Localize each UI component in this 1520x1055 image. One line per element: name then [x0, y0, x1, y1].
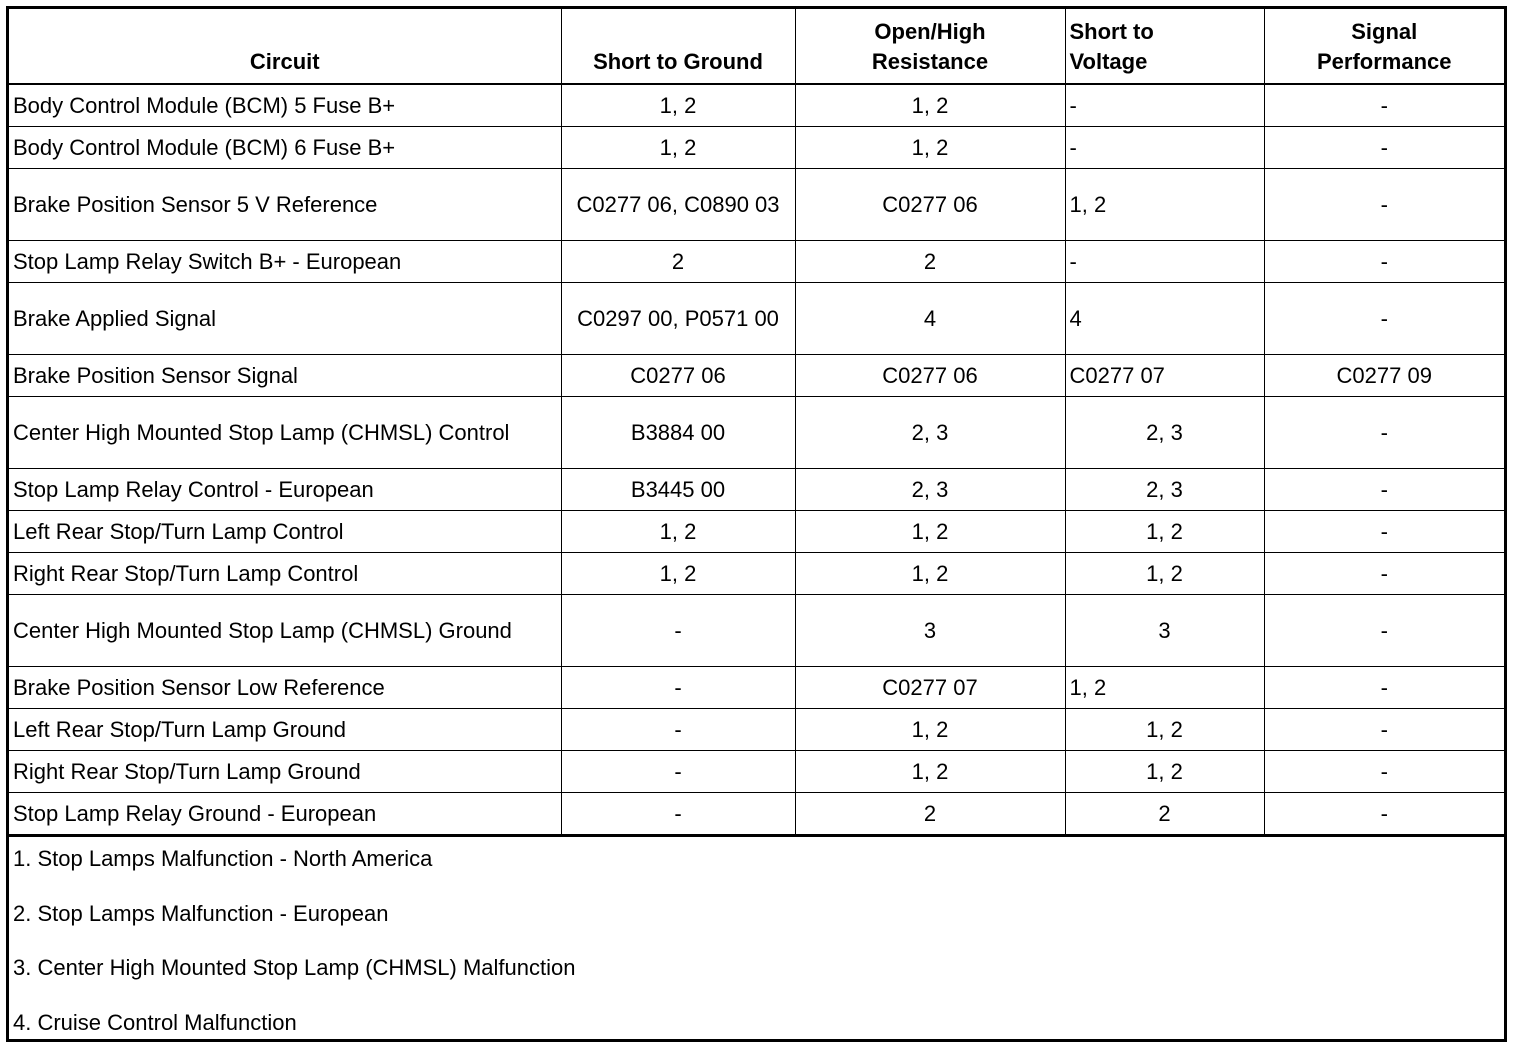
cell-short-to-ground: - — [561, 709, 795, 751]
footnote: 3. Center High Mounted Stop Lamp (CHMSL) Malfunction — [13, 946, 1500, 1001]
cell-short-to-voltage: 2 — [1065, 793, 1264, 835]
table-row — [9, 127, 1504, 169]
cell-signal-performance: - — [1264, 169, 1504, 241]
cell-short-to-voltage: 2, 3 — [1065, 469, 1264, 511]
cell-signal-performance: - — [1264, 553, 1504, 595]
cell-short-to-ground: 1, 2 — [561, 84, 795, 127]
cell-signal-performance: - — [1264, 793, 1504, 835]
cell-short-to-voltage: 1, 2 — [1065, 169, 1264, 241]
cell-short-to-voltage: C0277 07 — [1065, 355, 1264, 397]
cell-signal-performance: - — [1264, 84, 1504, 127]
cell-short-to-voltage: - — [1065, 84, 1264, 127]
circuit-diagnostic-table-document — [6, 6, 1507, 1042]
cell-circuit: Right Rear Stop/Turn Lamp Ground — [9, 751, 561, 793]
cell-short-to-voltage: 1, 2 — [1065, 709, 1264, 751]
table-row — [9, 709, 1504, 751]
cell-signal-performance: - — [1264, 595, 1504, 667]
cell-signal-performance: - — [1264, 709, 1504, 751]
cell-short-to-voltage: 3 — [1065, 595, 1264, 667]
cell-circuit: Left Rear Stop/Turn Lamp Control — [9, 511, 561, 553]
table-row — [9, 751, 1504, 793]
cell-circuit: Stop Lamp Relay Control - European — [9, 469, 561, 511]
cell-short-to-voltage: 1, 2 — [1065, 553, 1264, 595]
cell-circuit: Brake Applied Signal — [9, 283, 561, 355]
table-row — [9, 793, 1504, 835]
cell-short-to-voltage: 4 — [1065, 283, 1264, 355]
cell-open-high-resistance: 1, 2 — [795, 511, 1065, 553]
cell-circuit: Center High Mounted Stop Lamp (CHMSL) Control — [9, 397, 561, 469]
cell-signal-performance: - — [1264, 667, 1504, 709]
cell-circuit: Stop Lamp Relay Ground - European — [9, 793, 561, 835]
cell-circuit: Left Rear Stop/Turn Lamp Ground — [9, 709, 561, 751]
cell-short-to-ground: C0297 00, P0571 00 — [561, 283, 795, 355]
header-circuit: Circuit — [9, 9, 561, 84]
cell-circuit: Body Control Module (BCM) 5 Fuse B+ — [9, 84, 561, 127]
cell-short-to-ground: - — [561, 793, 795, 835]
cell-signal-performance: - — [1264, 283, 1504, 355]
table-row — [9, 667, 1504, 709]
cell-short-to-ground: 1, 2 — [561, 511, 795, 553]
cell-circuit: Center High Mounted Stop Lamp (CHMSL) Ground — [9, 595, 561, 667]
cell-short-to-voltage: 1, 2 — [1065, 511, 1264, 553]
cell-open-high-resistance: C0277 06 — [795, 355, 1065, 397]
cell-open-high-resistance: 1, 2 — [795, 127, 1065, 169]
table-row — [9, 283, 1504, 355]
header-open-high-resistance: Open/High Resistance — [795, 9, 1065, 84]
cell-circuit: Stop Lamp Relay Switch B+ - European — [9, 241, 561, 283]
cell-circuit: Brake Position Sensor Signal — [9, 355, 561, 397]
header-short-to-ground: Short to Ground — [561, 9, 795, 84]
table-row — [9, 84, 1504, 127]
header-signal-performance: Signal Performance — [1264, 9, 1504, 84]
circuit-table — [9, 9, 1504, 835]
cell-open-high-resistance: 3 — [795, 595, 1065, 667]
table-row — [9, 553, 1504, 595]
table-row — [9, 469, 1504, 511]
cell-open-high-resistance: C0277 07 — [795, 667, 1065, 709]
cell-signal-performance: - — [1264, 241, 1504, 283]
cell-short-to-ground: - — [561, 667, 795, 709]
cell-signal-performance: C0277 09 — [1264, 355, 1504, 397]
table-row — [9, 241, 1504, 283]
cell-short-to-ground: - — [561, 595, 795, 667]
cell-short-to-voltage: - — [1065, 241, 1264, 283]
table-row — [9, 511, 1504, 553]
cell-circuit: Brake Position Sensor 5 V Reference — [9, 169, 561, 241]
cell-short-to-voltage: - — [1065, 127, 1264, 169]
cell-short-to-ground: C0277 06 — [561, 355, 795, 397]
cell-short-to-ground: C0277 06, C0890 03 — [561, 169, 795, 241]
cell-signal-performance: - — [1264, 469, 1504, 511]
cell-open-high-resistance: 1, 2 — [795, 751, 1065, 793]
cell-open-high-resistance: 4 — [795, 283, 1065, 355]
cell-signal-performance: - — [1264, 511, 1504, 553]
cell-open-high-resistance: 2 — [795, 793, 1065, 835]
table-row — [9, 355, 1504, 397]
cell-circuit: Brake Position Sensor Low Reference — [9, 667, 561, 709]
cell-short-to-ground: 1, 2 — [561, 553, 795, 595]
cell-open-high-resistance: 2, 3 — [795, 397, 1065, 469]
table-header-row — [9, 9, 1504, 84]
cell-circuit: Body Control Module (BCM) 6 Fuse B+ — [9, 127, 561, 169]
cell-signal-performance: - — [1264, 751, 1504, 793]
table-row — [9, 169, 1504, 241]
cell-signal-performance: - — [1264, 127, 1504, 169]
footnote: 2. Stop Lamps Malfunction - European — [13, 892, 1500, 947]
header-short-to-voltage: Short to Voltage — [1065, 9, 1264, 84]
cell-short-to-voltage: 2, 3 — [1065, 397, 1264, 469]
table-row — [9, 595, 1504, 667]
cell-open-high-resistance: 2, 3 — [795, 469, 1065, 511]
footnote: 4. Cruise Control Malfunction — [13, 1001, 1500, 1055]
cell-open-high-resistance: 1, 2 — [795, 84, 1065, 127]
cell-short-to-ground: - — [561, 751, 795, 793]
cell-circuit: Right Rear Stop/Turn Lamp Control — [9, 553, 561, 595]
table-row — [9, 397, 1504, 469]
footnotes — [9, 835, 1504, 1055]
cell-signal-performance: - — [1264, 397, 1504, 469]
cell-open-high-resistance: 1, 2 — [795, 709, 1065, 751]
cell-short-to-voltage: 1, 2 — [1065, 751, 1264, 793]
cell-short-to-voltage: 1, 2 — [1065, 667, 1264, 709]
cell-short-to-ground: 2 — [561, 241, 795, 283]
cell-short-to-ground: B3445 00 — [561, 469, 795, 511]
cell-open-high-resistance: 2 — [795, 241, 1065, 283]
cell-open-high-resistance: 1, 2 — [795, 553, 1065, 595]
cell-short-to-ground: B3884 00 — [561, 397, 795, 469]
cell-short-to-ground: 1, 2 — [561, 127, 795, 169]
cell-open-high-resistance: C0277 06 — [795, 169, 1065, 241]
footnote: 1. Stop Lamps Malfunction - North America — [13, 837, 1500, 892]
